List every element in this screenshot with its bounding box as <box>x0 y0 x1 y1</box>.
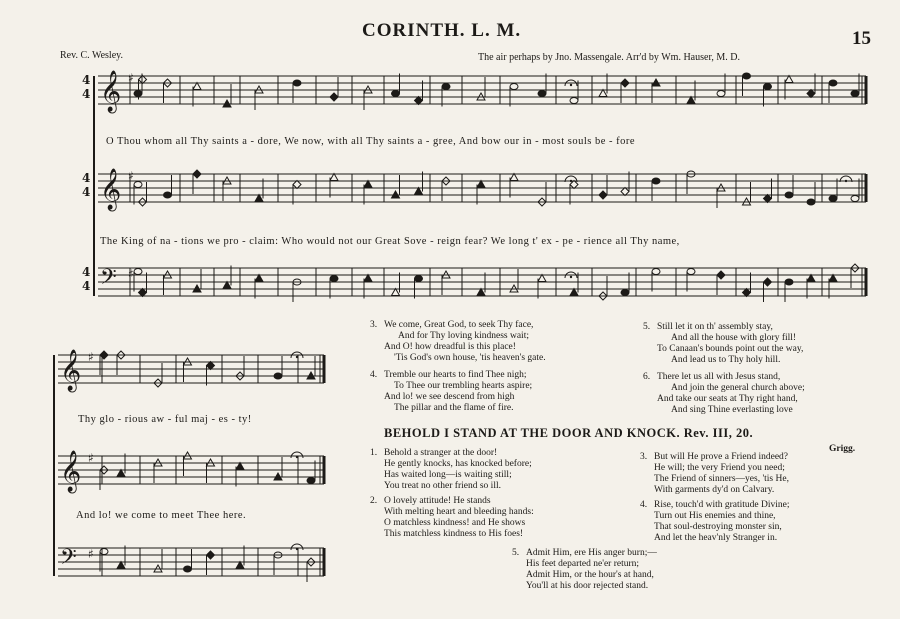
triangle-note-head <box>570 289 578 296</box>
verse-line: And let the heav'nly Stranger in. <box>654 533 778 543</box>
verse-block <box>512 548 657 592</box>
triangle-note-head <box>255 275 263 282</box>
triangle-note-head <box>330 174 338 181</box>
verse-line: Still let it on th' assembly stay, <box>657 322 773 332</box>
verse-line: O matchless kindness! and He shows <box>384 518 526 528</box>
triangle-note-head <box>364 275 372 282</box>
triangle-note-head <box>785 76 793 83</box>
time-signature-digit: 4 <box>82 171 91 185</box>
triangle-note-head <box>599 90 607 97</box>
lyric-line-2: The King of na - tions we pro - claim: Who would not our Great Sove - reign fear? We long t' ex - pe - rience all Thy name, <box>100 236 680 247</box>
verse-line: And lo! we see descend from high <box>384 392 515 402</box>
verse-line: Admit Him, or the hour's at hand, <box>526 570 654 580</box>
verse-number: 5. <box>512 548 520 558</box>
verse-line: With garments dy'd on Calvary. <box>654 485 775 495</box>
time-signature-digit: 4 <box>82 279 91 293</box>
verse-line: To Thee our trembling hearts aspire; <box>394 381 533 391</box>
lyric-line-1: O Thou whom all Thy saints a - dore, We now, with all Thy saints a - gree, And bow our in - most souls be - fore <box>106 136 636 147</box>
round-note-head <box>570 98 578 104</box>
verse-block <box>370 320 546 364</box>
round-note-head <box>717 91 725 97</box>
sharp-sign: ♯ <box>88 547 94 561</box>
diamond-note-head <box>193 170 201 178</box>
triangle-note-head <box>807 275 815 282</box>
diamond-note-head <box>100 351 108 359</box>
verse-number: 6. <box>643 372 651 382</box>
verse-line: You'll at his door rejected stand. <box>526 581 649 591</box>
diamond-note-head <box>764 195 772 203</box>
verse-number: 1. <box>370 448 378 458</box>
round-note-head <box>293 80 301 86</box>
verse-line: And take our seats at Thy right hand, <box>657 394 798 404</box>
triangle-note-head <box>477 289 485 296</box>
bass-clef: 𝄢 <box>60 545 77 575</box>
triangle-note-head <box>223 282 231 289</box>
verse-number: 2. <box>370 496 378 506</box>
verse-block <box>643 322 803 366</box>
diamond-note-head <box>621 188 629 196</box>
triangle-note-head <box>117 562 125 569</box>
fermata-dot <box>570 84 572 86</box>
fermata-dot <box>570 180 572 182</box>
triangle-note-head <box>392 289 400 296</box>
round-note-head <box>274 373 282 379</box>
verse-number: 3. <box>370 320 378 330</box>
round-note-head <box>134 269 142 275</box>
verse-line: And for Thy loving kindness wait; <box>398 331 529 341</box>
triangle-note-head <box>538 275 546 282</box>
round-note-head <box>743 73 751 79</box>
verse-line: And sing Thine everlasting love <box>671 405 793 415</box>
fermata-dot <box>296 548 298 550</box>
lyric-line-4: And lo! we come to meet Thee here. <box>76 510 247 521</box>
verse-line: Turn out His enemies and thine, <box>654 511 776 521</box>
treble-clef: 𝄞 <box>60 350 82 391</box>
verse-line: With melting heart and bleeding hands: <box>384 507 534 517</box>
verse-line: And all the house with glory fill! <box>671 333 797 343</box>
verse-line: Admit Him, ere His anger burn;— <box>526 548 657 558</box>
treble-clef: 𝄞 <box>60 451 82 492</box>
triangle-note-head <box>117 470 125 477</box>
verse-line: And O! how dreadful is this place! <box>384 342 516 352</box>
fermata-dot <box>296 456 298 458</box>
bass-clef: 𝄢 <box>100 265 117 295</box>
round-note-head <box>807 199 815 205</box>
verse-block <box>640 452 789 496</box>
round-note-head <box>330 276 338 282</box>
fermata-dot <box>845 180 847 182</box>
diamond-note-head <box>293 181 301 189</box>
verse-number: 3. <box>640 452 648 462</box>
verse-number: 5. <box>643 322 651 332</box>
verse-line: O lovely attitude! He stands <box>384 496 491 506</box>
round-note-head <box>510 84 518 90</box>
round-note-head <box>851 91 859 97</box>
triangle-note-head <box>193 83 201 90</box>
verse-line: And join the general church above; <box>671 383 805 393</box>
round-note-head <box>687 269 695 275</box>
diamond-note-head <box>717 271 725 279</box>
lyric-line-3: Thy glo - rious aw - ful maj - es - ty! <box>78 414 252 425</box>
round-note-head <box>392 91 400 97</box>
verse-line: Rise, touch'd with gratitude Divine; <box>654 500 790 510</box>
verse-block <box>643 372 805 416</box>
round-note-head <box>621 290 629 296</box>
sharp-sign: ♯ <box>88 350 94 364</box>
arrangement-credit: The air perhaps by Jno. Massengale. Arr'd by Wm. Hauser, M. D. <box>478 52 740 63</box>
verse-line: The pillar and the flame of fire. <box>394 403 514 413</box>
triangle-note-head <box>477 181 485 188</box>
diamond-note-head <box>415 97 423 105</box>
diamond-note-head <box>207 551 215 559</box>
round-note-head <box>415 276 423 282</box>
verse-line: To Canaan's bounds point out the way, <box>657 344 804 354</box>
treble-clef: 𝄞 <box>100 169 122 210</box>
round-note-head <box>652 178 660 184</box>
sharp-sign: ♯ <box>88 451 94 465</box>
verse-line: Has waited long—is waiting still; <box>384 470 512 480</box>
time-signature-digit: 4 <box>82 185 91 199</box>
hymn-title: CORINTH. L. M. <box>362 20 522 41</box>
diamond-note-head <box>599 191 607 199</box>
round-note-head <box>785 279 793 285</box>
verse-block <box>370 370 532 414</box>
triangle-note-head <box>510 174 518 181</box>
diamond-note-head <box>807 90 815 98</box>
round-note-head <box>134 182 142 188</box>
verse-line: There let us all with Jesus stand, <box>657 372 781 382</box>
diamond-note-head <box>207 362 215 370</box>
sharp-sign: ♯ <box>128 267 134 281</box>
round-note-head <box>764 84 772 90</box>
diamond-note-head <box>621 79 629 87</box>
sharp-sign: ♯ <box>128 169 134 183</box>
verse-line: This matchless kindness to His foes! <box>384 529 524 539</box>
round-note-head <box>851 196 859 202</box>
verse-number: 4. <box>370 370 378 380</box>
verse-line: That soul-destroying monster sin, <box>654 522 782 532</box>
triangle-note-head <box>255 195 263 202</box>
verse-line: We come, Great God, to seek Thy face, <box>384 320 534 330</box>
round-note-head <box>442 84 450 90</box>
round-note-head <box>100 549 108 555</box>
triangle-note-head <box>236 562 244 569</box>
diamond-note-head <box>764 278 772 286</box>
verse-line: You treat no other friend so ill. <box>384 481 501 491</box>
round-note-head <box>829 196 837 202</box>
verse-line: He gently knocks, has knocked before; <box>384 459 532 469</box>
round-note-head <box>652 269 660 275</box>
verse-line: But will He prove a Friend indeed? <box>654 452 789 462</box>
verse-line: His feet departed ne'er return; <box>526 559 640 569</box>
verse-block <box>370 448 532 492</box>
verse-block <box>370 496 534 540</box>
verse-line: And lead us to Thy holy hill. <box>671 355 781 365</box>
time-signature-digit: 4 <box>82 265 91 279</box>
triangle-note-head <box>364 181 372 188</box>
sharp-sign: ♯ <box>128 71 134 85</box>
verse-line: 'Tis God's own house, 'tis heaven's gate. <box>394 353 546 363</box>
diamond-note-head <box>330 93 338 101</box>
round-note-head <box>184 566 192 572</box>
verse-line: Behold a stranger at the door! <box>384 448 498 458</box>
verse-number: 4. <box>640 500 648 510</box>
verse-line: The Friend of sinners—yes, 'tis He, <box>654 474 789 484</box>
fermata-dot <box>296 356 298 358</box>
fermata-dot <box>570 276 572 278</box>
treble-clef: 𝄞 <box>100 71 122 112</box>
round-note-head <box>538 91 546 97</box>
verse-line: He will; the very Friend you need; <box>654 463 785 473</box>
triangle-note-head <box>829 275 837 282</box>
triangle-note-head <box>415 188 423 195</box>
verse-block <box>640 500 789 544</box>
page-number: 15 <box>852 28 871 49</box>
triangle-note-head <box>236 463 244 470</box>
round-note-head <box>307 478 315 484</box>
verse-line: Tremble our hearts to find Thee nigh; <box>384 370 527 380</box>
second-hymn-heading: BEHOLD I STAND AT THE DOOR AND KNOCK. Rev. III, 20. <box>384 426 754 440</box>
round-note-head <box>829 80 837 86</box>
time-signature-digit: 4 <box>82 87 91 101</box>
triangle-note-head <box>687 97 695 104</box>
time-signature-digit: 4 <box>82 73 91 87</box>
diamond-note-head <box>743 289 751 297</box>
round-note-head <box>785 192 793 198</box>
diamond-note-head <box>139 289 147 297</box>
author-credit: Rev. C. Wesley. <box>60 50 123 61</box>
second-hymn-author: Grigg. <box>829 444 856 454</box>
round-note-head <box>164 192 172 198</box>
